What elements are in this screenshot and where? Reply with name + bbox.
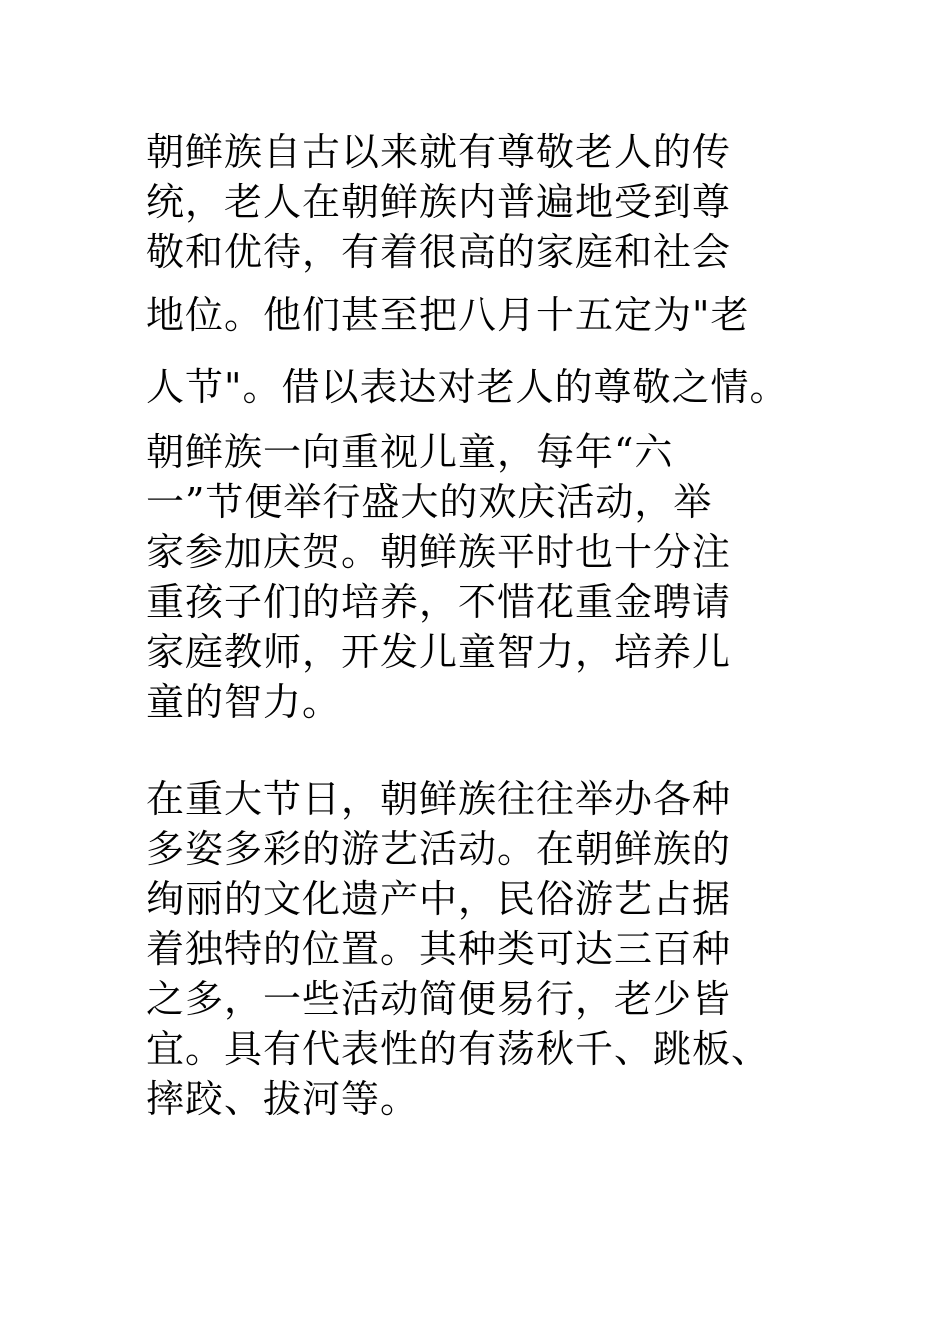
text-line: 童的智力。 <box>146 680 342 724</box>
text-line: 朝鲜族一向重视儿童，每年“六 <box>146 430 674 474</box>
text-line: 人节"。借以表达对老人的尊敬之情。 <box>146 365 789 409</box>
text-line: 摔跤、拔河等。 <box>146 1077 420 1121</box>
text-line: 重孩子们的培养，不惜花重金聘请 <box>146 580 732 624</box>
text-line: 宜。具有代表性的有荡秋千、跳板、 <box>146 1027 771 1071</box>
text-line: 朝鲜族自古以来就有尊敬老人的传 <box>146 130 732 174</box>
text-line: 之多，一些活动简便易行，老少皆 <box>146 977 732 1021</box>
text-line: 敬和优待，有着很高的家庭和社会 <box>146 230 732 274</box>
text-line: 家庭教师，开发儿童智力，培养儿 <box>146 630 732 674</box>
text-line: 在重大节日，朝鲜族往往举办各种 <box>146 777 732 821</box>
text-line: 绚丽的文化遗产中，民俗游艺占据 <box>146 877 732 921</box>
text-line: 一”节便举行盛大的欢庆活动，举 <box>146 480 713 524</box>
text-line: 着独特的位置。其种类可达三百种 <box>146 927 732 971</box>
text-line: 多姿多彩的游艺活动。在朝鲜族的 <box>146 827 732 871</box>
text-line: 地位。他们甚至把八月十五定为"老 <box>146 293 750 337</box>
text-line: 家参加庆贺。朝鲜族平时也十分注 <box>146 530 732 574</box>
text-line: 统，老人在朝鲜族内普遍地受到尊 <box>146 180 732 224</box>
